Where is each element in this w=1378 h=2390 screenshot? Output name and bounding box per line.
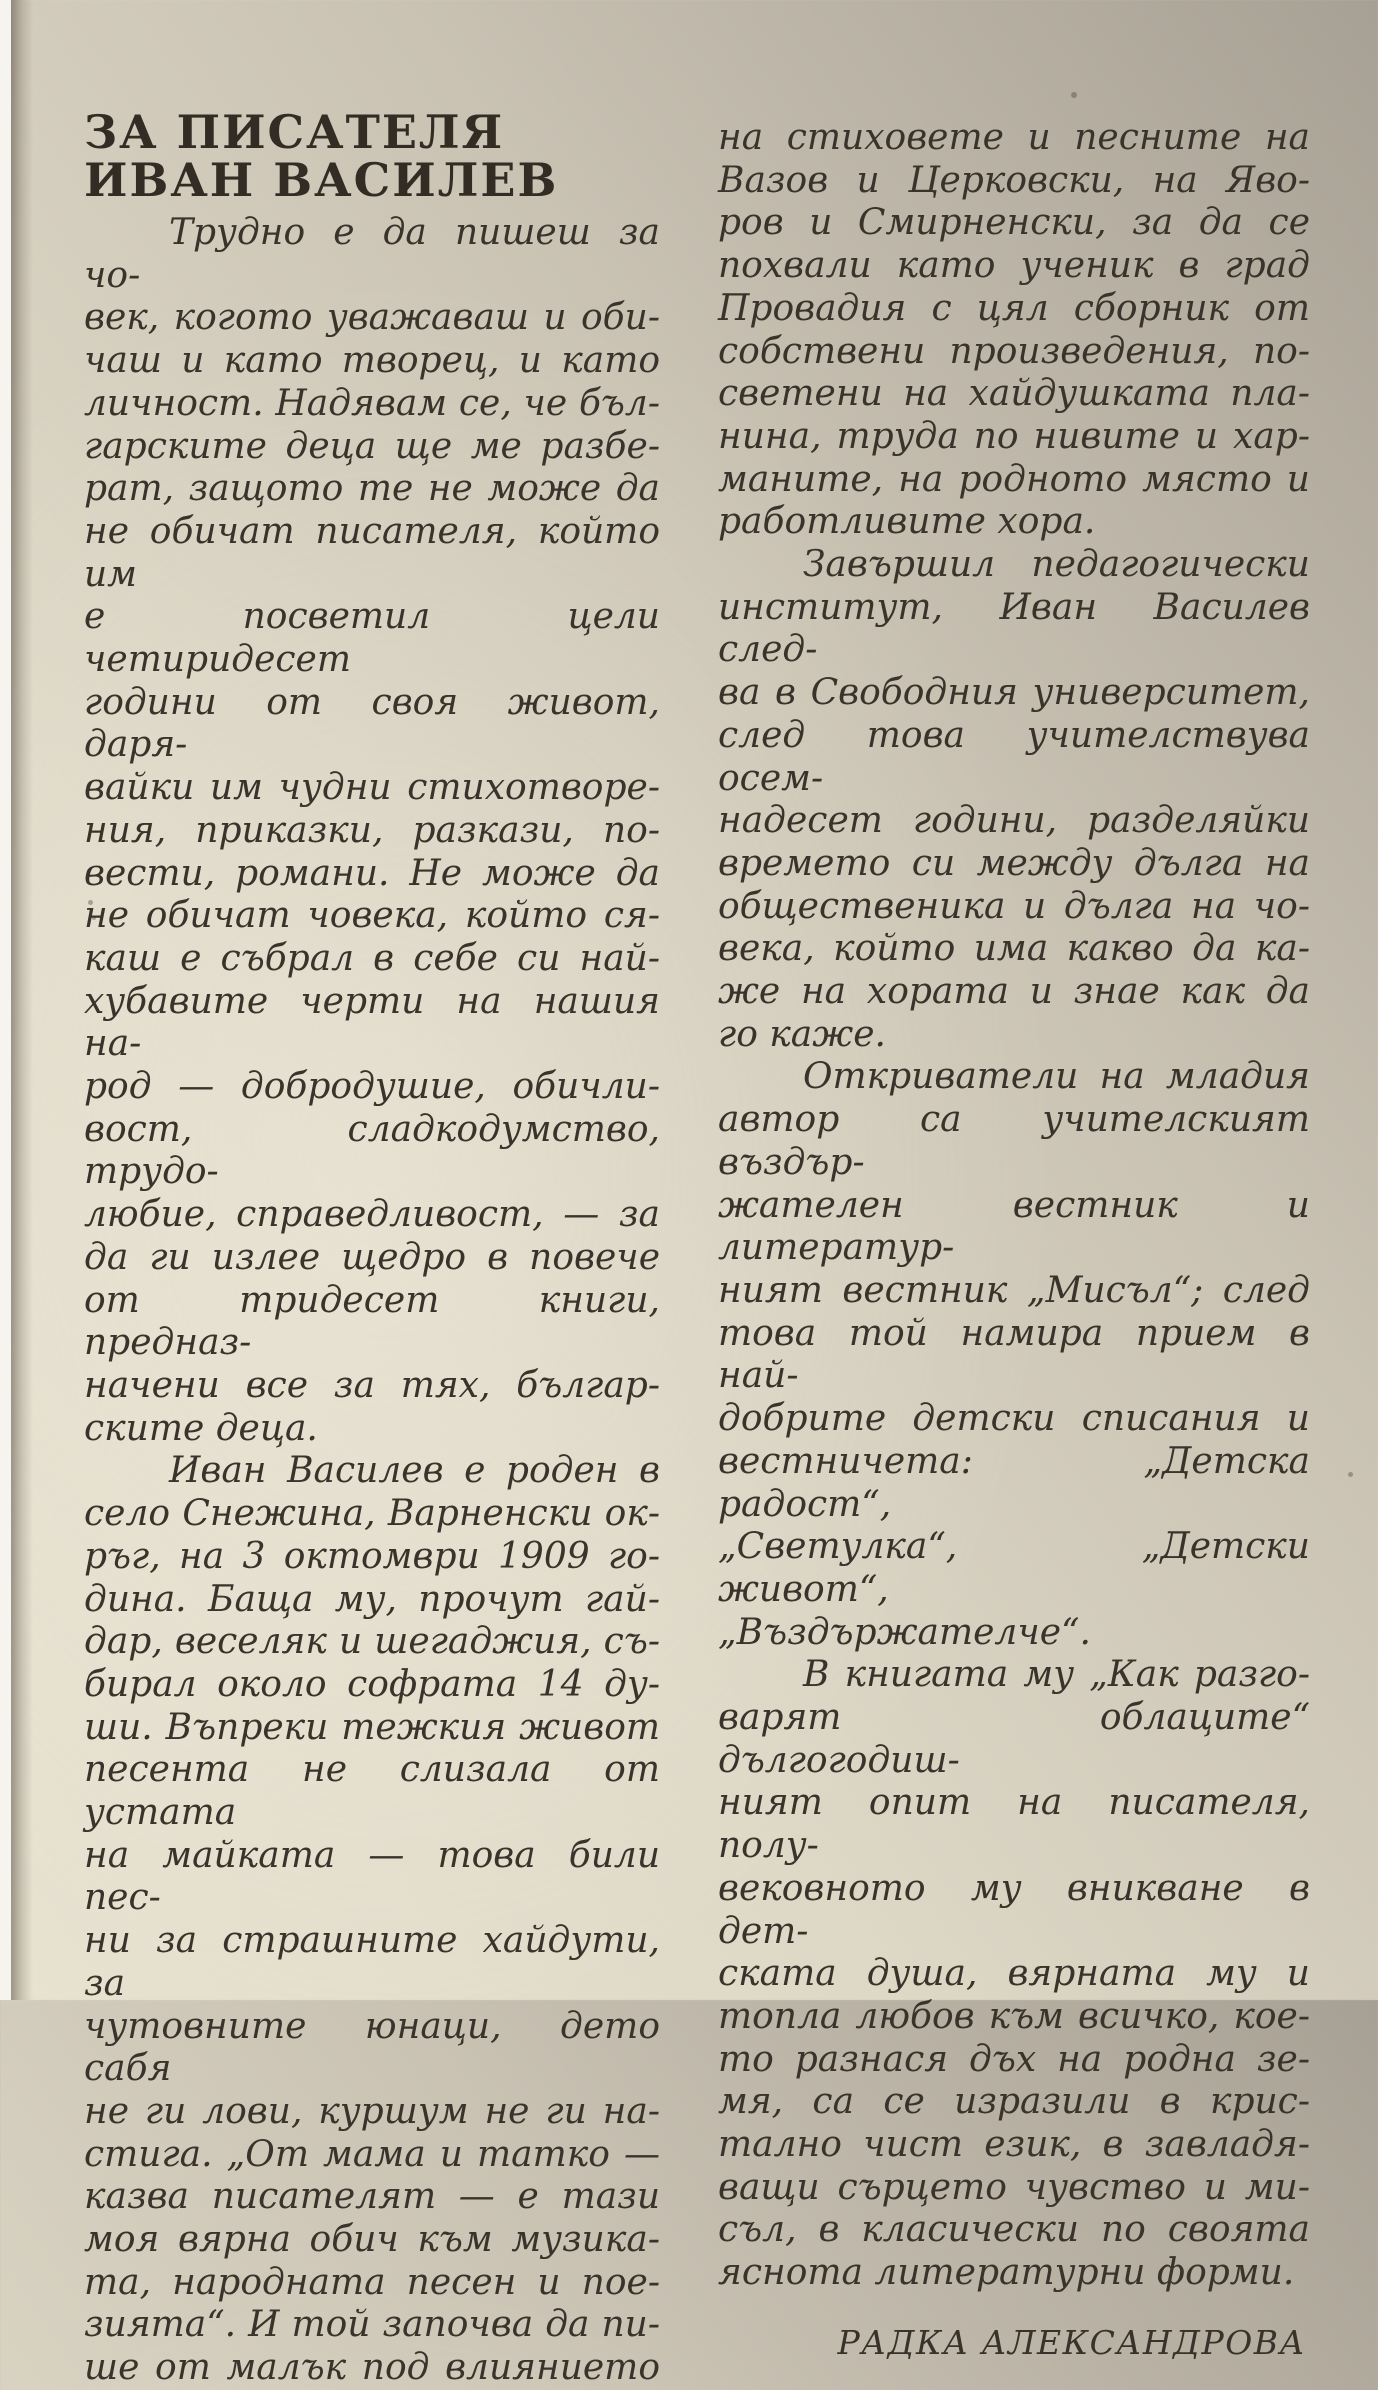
text-line: след това учителствува осем- — [718, 714, 1310, 799]
article-title-line: ИВАН ВАСИЛЕВ — [84, 153, 559, 207]
article-title — [84, 105, 660, 207]
text-line: го каже. — [718, 1013, 886, 1055]
article-title-line: ЗА ПИСАТЕЛЯ — [84, 105, 505, 159]
text-line: века, който има какво да ка- — [718, 928, 1310, 970]
text-line: вайки им чудни стихотворе- — [84, 767, 660, 809]
text-line: съл, в класически по своята — [718, 2209, 1310, 2251]
text-line: вестничета: „Детска радост“, — [718, 1440, 1310, 1525]
text-line: ния, приказки, разкази, по- — [84, 809, 660, 851]
text-line: похвали като ученик в град — [718, 245, 1310, 287]
text-line: вековното му вникване в дет- — [718, 1867, 1310, 1952]
text-line: В книгата му „Как разго- — [803, 1654, 1310, 1696]
text-line: хубавите черти на нашия на- — [84, 980, 660, 1065]
text-line: на стиховете и песните на — [718, 117, 1310, 158]
text-line: варят облаците“ дългогодиш- — [718, 1697, 1310, 1781]
text-line: казва писателят — е тази — [84, 2176, 660, 2218]
text-line: това той намира прием в най- — [718, 1312, 1310, 1397]
text-line: стига. „От мама и татко — — [84, 2133, 660, 2175]
text-line: ши. Въпреки тежкия живот — [84, 1706, 660, 1748]
text-line: Провадия с цял сборник от — [718, 287, 1310, 329]
text-line: е посветил цели четиридесет — [84, 596, 660, 681]
left-column-text — [84, 212, 660, 2390]
text-line: не обичат човека, който ся- — [84, 895, 660, 937]
text-line: години от своя живот, даря- — [84, 681, 660, 766]
text-line: ров и Смирненски, за да се — [718, 202, 1310, 244]
text-line: век, когото уважаваш и оби- — [84, 297, 660, 339]
text-line: „Въздържателче“. — [718, 1611, 1091, 1653]
text-line: дар, веселяк и шегаджия, съ- — [84, 1621, 660, 1663]
text-line: ният вестник „Мисъл“; след — [718, 1269, 1310, 1311]
text-line: мя, са се изразили в крис- — [718, 2081, 1310, 2123]
text-line: Трудно е да пишеш за чо- — [84, 212, 660, 296]
paper-speck — [1348, 1472, 1353, 1477]
text-line: работливите хора. — [718, 501, 1096, 543]
text-line: времето си между дълга на — [718, 842, 1310, 884]
text-line: бирал около софрата 14 ду- — [84, 1663, 660, 1705]
text-line: любие, справедливост, — за — [84, 1194, 660, 1236]
text-line: от тридесет книги, предназ- — [84, 1279, 660, 1364]
text-line: ските деца. — [84, 1407, 318, 1449]
text-line: ва в Свободния университет, — [718, 672, 1310, 714]
text-line: не обичат писателя, който им — [84, 510, 660, 595]
text-line: добрите детски списания и — [718, 1398, 1310, 1440]
text-line: то разнася дъх на родна зе- — [718, 2038, 1310, 2080]
text-line: не ги лови, куршум не ги на- — [84, 2090, 660, 2132]
text-line: каш е събрал в себе си най- — [84, 937, 660, 979]
text-line: начени все за тях, българ- — [84, 1364, 660, 1406]
text-line: же на хората и знае как да — [718, 971, 1310, 1013]
text-line: моя вярна обич към музика- — [84, 2219, 660, 2261]
photo-backdrop-edge — [0, 0, 11, 2000]
right-column-text — [718, 117, 1310, 2295]
text-line: род — добродушие, обичли- — [84, 1066, 660, 1108]
text-line: село Снежина, Варненски ок- — [84, 1493, 660, 1535]
text-line: маните, на родното място и — [718, 458, 1310, 500]
text-line: ската душа, вярната му и — [718, 1953, 1310, 1995]
text-line: ни за страшните хайдути, за — [84, 1920, 660, 2004]
text-line: яснота литературни форми. — [718, 2252, 1295, 2294]
text-line: та, народната песен и пое- — [84, 2261, 660, 2303]
text-line: ръг, на 3 октомври 1909 го- — [84, 1535, 660, 1577]
text-line: тално чист език, в завладя- — [718, 2124, 1310, 2166]
text-line: собствени произведения, по- — [718, 330, 1310, 372]
text-line: светени на хайдушката пла- — [718, 373, 1310, 415]
text-line: общественика и дълга на чо- — [718, 885, 1310, 927]
text-line: институт, Иван Василев след- — [718, 586, 1310, 671]
text-line: личност. Надявам се, че бъл- — [84, 382, 660, 424]
text-line: вести, романи. Не може да — [84, 852, 660, 894]
text-line: жателен вестник и литератур- — [718, 1184, 1310, 1269]
text-line: зията“. И той започва да пи- — [84, 2304, 660, 2346]
paper-speck — [1071, 92, 1077, 98]
text-line: песента не слизала от устата — [84, 1749, 660, 1834]
text-line: топла любов към всичко, кое- — [718, 1995, 1310, 2037]
text-line: чутовните юнаци, дето сабя — [84, 2005, 660, 2090]
text-line: автор са учителският въздър- — [718, 1099, 1310, 1183]
text-line: вост, сладкодумство, трудо- — [84, 1108, 660, 1193]
text-line: надесет години, разделяйки — [718, 800, 1310, 842]
right-text-column — [718, 117, 1310, 2363]
text-line: ният опит на писателя, полу- — [718, 1782, 1310, 1867]
text-line: Иван Василев е роден в — [169, 1450, 660, 1492]
text-line: нина, труда по нивите и хар- — [718, 415, 1310, 457]
text-line: „Светулка“, „Детски живот“, — [718, 1526, 1310, 1610]
text-line: Откриватели на младия — [803, 1056, 1310, 1098]
text-line: ше от малък под влиянието — [84, 2347, 660, 2389]
page-edge-shadow — [11, 0, 33, 2000]
text-line: ващи сърцето чувство и ми- — [718, 2166, 1310, 2208]
text-line: дина. Баща му, прочут гай- — [84, 1578, 660, 1620]
text-line: гарските деца ще ме разбе- — [84, 425, 660, 467]
text-line: Вазов и Церковски, на Яво- — [718, 159, 1310, 201]
text-line: рат, защото те не може да — [84, 468, 660, 510]
text-line: да ги излее щедро в повече — [84, 1236, 660, 1278]
text-line: Завършил педагогически — [803, 544, 1310, 586]
text-line: чаш и като творец, и като — [84, 340, 660, 382]
left-text-column — [84, 105, 660, 2390]
author-signature: РАДКА АЛЕКСАНДРОВА — [837, 2322, 1306, 2362]
text-line: на майката — това били пес- — [84, 1834, 660, 1919]
